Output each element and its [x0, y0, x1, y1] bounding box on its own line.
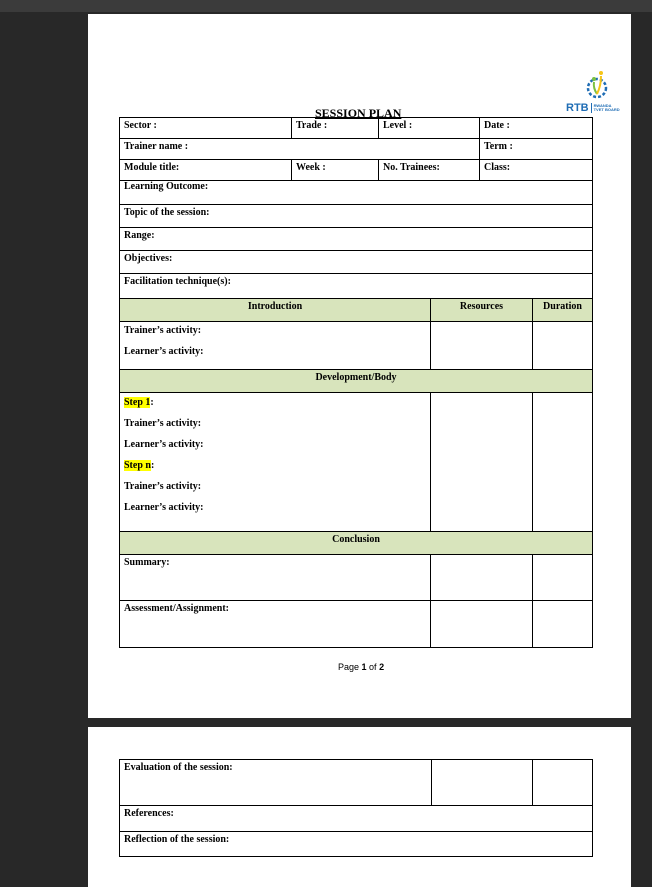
gear-people-icon: [582, 68, 612, 102]
learning-outcome-field[interactable]: Learning Outcome:: [119, 180, 593, 205]
assessment-field[interactable]: Assessment/Assignment:: [119, 600, 431, 648]
step-n-label: Step n: [124, 460, 151, 471]
dev-trainer-activity-n: Trainer’s activity:: [124, 481, 202, 492]
references-field[interactable]: References:: [119, 805, 593, 832]
dev-learner-activity-1: Learner’s activity:: [124, 439, 204, 450]
introduction-activities[interactable]: [119, 321, 431, 370]
logo-abbr: RTB: [566, 102, 589, 114]
assessment-resources-cell[interactable]: [430, 600, 533, 648]
summary-field[interactable]: Summary:: [119, 554, 431, 601]
conclusion-header: Conclusion: [119, 531, 593, 555]
viewer-toolbar: [0, 0, 652, 12]
rtb-logo: [566, 68, 636, 114]
document-page-1: [88, 14, 631, 718]
week-field[interactable]: Week :: [291, 159, 379, 181]
step-1-label: Step 1: [124, 397, 151, 408]
summary-duration-cell[interactable]: [532, 554, 593, 601]
intro-resources-cell[interactable]: [430, 321, 533, 370]
trainer-name-field[interactable]: Trainer name :: [119, 138, 480, 160]
module-title-field[interactable]: Module title:: [119, 159, 292, 181]
sector-field[interactable]: Sector :: [119, 117, 292, 139]
intro-learner-activity: Learner’s activity:: [124, 346, 204, 357]
dev-learner-activity-n: Learner’s activity:: [124, 502, 204, 513]
development-header: Development/Body: [119, 369, 593, 393]
objectives-field[interactable]: Objectives:: [119, 250, 593, 274]
evaluation-resources-cell[interactable]: [431, 759, 533, 806]
logo-line1: RWANDA: [593, 102, 612, 108]
date-field[interactable]: Date :: [479, 117, 593, 139]
assessment-duration-cell[interactable]: [532, 600, 593, 648]
dev-resources-cell[interactable]: [430, 392, 533, 532]
range-field[interactable]: Range:: [119, 227, 593, 251]
class-field[interactable]: Class:: [479, 159, 593, 181]
logo-line2: TVET BOARD: [593, 107, 620, 112]
evaluation-duration-cell[interactable]: [532, 759, 593, 806]
intro-duration-cell[interactable]: [532, 321, 593, 370]
intro-trainer-activity: Trainer’s activity:: [124, 325, 202, 336]
trade-field[interactable]: Trade :: [291, 117, 379, 139]
level-field[interactable]: Level :: [378, 117, 480, 139]
introduction-header: Introduction: [119, 298, 431, 322]
dev-trainer-activity-1: Trainer’s activity:: [124, 418, 202, 429]
page-number: Page 1 of 2: [338, 662, 385, 672]
summary-resources-cell[interactable]: [430, 554, 533, 601]
duration-header: Duration: [532, 298, 593, 322]
no-trainees-field[interactable]: No. Trainees:: [378, 159, 480, 181]
facilitation-field[interactable]: Facilitation technique(s):: [119, 273, 593, 299]
reflection-field[interactable]: Reflection of the session:: [119, 831, 593, 857]
term-field[interactable]: Term :: [479, 138, 593, 160]
resources-header: Resources: [430, 298, 533, 322]
topic-field[interactable]: Topic of the session:: [119, 204, 593, 228]
evaluation-field[interactable]: Evaluation of the session:: [119, 759, 432, 806]
document-title: SESSION PLAN: [315, 106, 402, 120]
document-page-2: [88, 727, 631, 887]
development-activities[interactable]: Step 1: Trainer’s activity: Learner’s activity: Step n: Trainer’s activity: Learner’s activity:: [119, 392, 431, 532]
dev-duration-cell[interactable]: [532, 392, 593, 532]
